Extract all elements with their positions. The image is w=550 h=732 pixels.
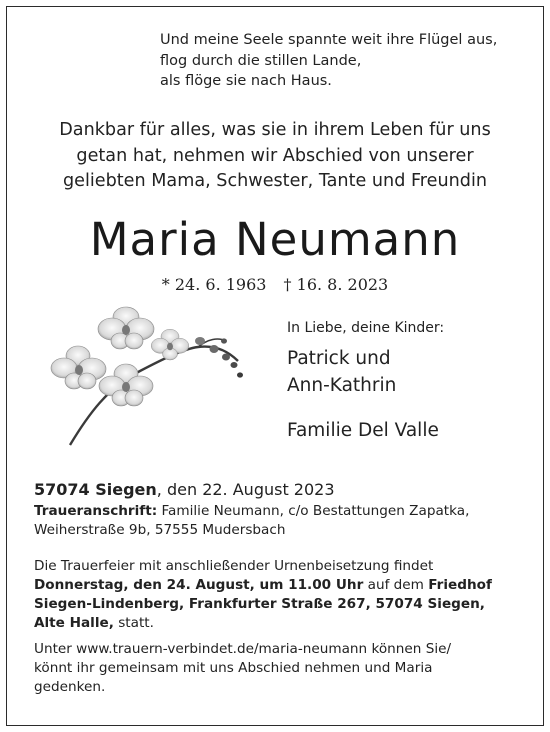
poem [160, 30, 535, 92]
poem-line: Und meine Seele spannte weit ihre Flügel aus, [160, 32, 498, 48]
address-line [34, 502, 469, 521]
orchid-image [48, 305, 248, 455]
ceremony-hall: Alte Halle, [34, 615, 114, 631]
address-street: Weiherstraße 9b, 57555 Mudersbach [34, 522, 286, 538]
ceremony-line [34, 576, 492, 595]
place-date [34, 479, 335, 501]
child-name: Ann-Kathrin [287, 375, 397, 396]
address-label: Traueranschrift: [34, 503, 158, 519]
notice-date: , den 22. August 2023 [156, 480, 335, 499]
online-line: gedenken. [34, 679, 106, 695]
birth-date: * 24. 6. 1963 [161, 275, 267, 294]
ceremony-connector: auf dem [363, 577, 429, 593]
ceremony-line: Die Trauerfeier mit anschließender Urnenbeisetzung findet [34, 558, 434, 574]
intro-line: getan hat, nehmen wir Abschied von unserer [76, 145, 474, 166]
life-dates [0, 274, 550, 296]
online-line: Unter www.trauern-verbindet.de/maria-neumann können Sie/ [34, 641, 452, 657]
ceremony-cemetery: Friedhof [428, 577, 492, 593]
death-date: † 16. 8. 2023 [283, 275, 389, 294]
poem-line: flog durch die stillen Lande, [160, 52, 362, 69]
ceremony-line [34, 614, 492, 633]
deceased-name: Maria Neumann [89, 213, 461, 266]
ceremony-location [34, 595, 492, 614]
poem-line: als flöge sie nach Haus. [160, 73, 332, 89]
ceremony-datetime: Donnerstag, den 24. August, um 11.00 Uhr [34, 577, 364, 593]
online-line: könnt ihr gemeinsam mit uns Abschied nehmen und Maria [34, 660, 433, 676]
intro-text [0, 118, 550, 195]
address-recipient: Familie Neumann, c/o Bestattungen Zapatka, [157, 503, 470, 519]
children-names [287, 345, 396, 399]
place-name: 57074 Siegen [34, 480, 157, 499]
family-name: Familie Del Valle [287, 420, 439, 441]
online-condolence [34, 640, 451, 697]
ceremony-end: statt. [113, 615, 154, 631]
child-name: Patrick und [287, 348, 391, 369]
intro-line: Dankbar für alles, was sie in ihrem Leben für uns [59, 120, 491, 140]
ceremony-address: Siegen-Lindenberg, Frankfurter Straße 267, 57074 Siegen, [34, 596, 485, 612]
mourning-address [34, 502, 469, 540]
intro-line: geliebten Mama, Schwester, Tante und Freundin [63, 171, 487, 191]
mourners-intro: In Liebe, deine Kinder: [287, 320, 445, 336]
ceremony-info [34, 557, 492, 633]
